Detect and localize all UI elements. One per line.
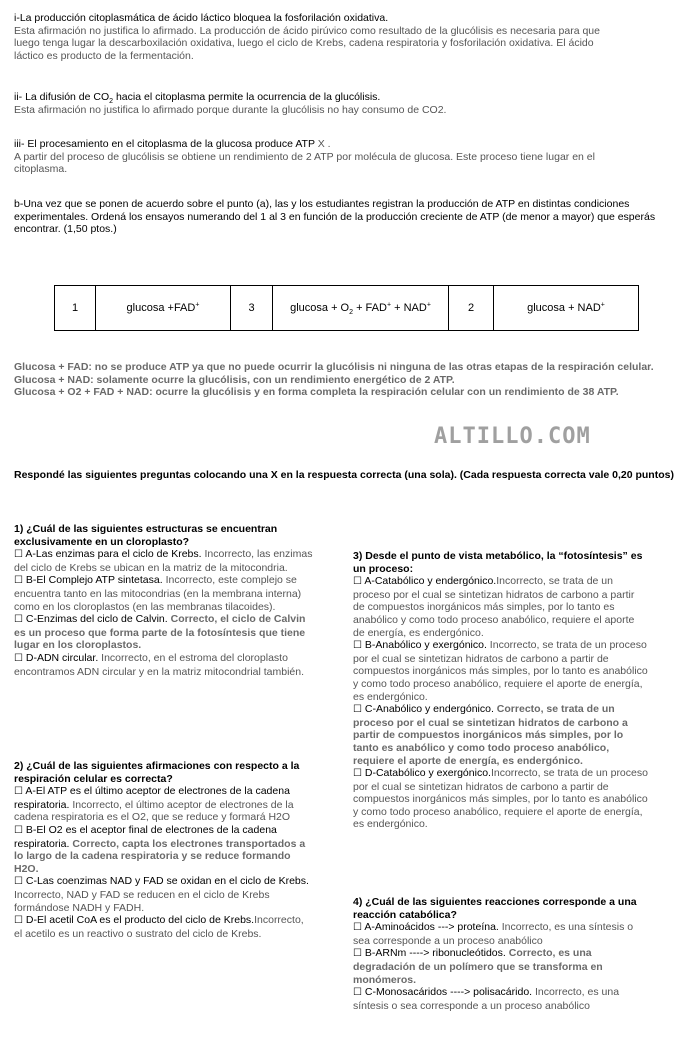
checkbox-icon[interactable]: ☐	[353, 640, 362, 652]
checkbox-icon[interactable]: ☐	[14, 824, 23, 836]
part-a-iii	[14, 138, 624, 176]
checkbox-icon[interactable]: ☐	[14, 786, 23, 798]
option-2a[interactable]: ☐ A-El ATP es el último aceptor de electrones de la cadena respiratoria. Incorrecto, el último aceptor de electrones de la cadena respiratoria es el O2, que se reduce y formará H2O	[14, 785, 294, 824]
part-a-ii	[14, 91, 614, 116]
item-iii-mark: X .	[317, 138, 331, 150]
item-i-question: i-La producción citoplasmática de ácido láctico bloquea la fosforilación oxidativa.	[14, 12, 389, 24]
part-b	[14, 198, 694, 236]
option-1a[interactable]: ☐ A-Las enzimas para el ciclo de Krebs. Incorrecto, las enzimas del ciclo de Krebs se ubican en la matriz de la mitocondria.	[14, 548, 313, 574]
item-iii-answer: A partir del proceso de glucólisis se obtiene un rendimiento de 2 ATP por molécula de glucosa. Este proceso tiene lugar en el citoplasma.	[14, 150, 595, 176]
checkbox-icon[interactable]: ☐	[14, 575, 23, 587]
option-3d[interactable]: ☐ D-Catabólico y exergónico.Incorrecto, se trata de un proceso por el cual se sintetizan hidratos de carbono a partir de compuestos inorgánicos más simples, por lo tanto es anabólico y como todo proceso anabólico, requiere el aporte de energía, es endergónico.	[353, 767, 648, 831]
checkbox-icon[interactable]: ☐	[353, 768, 362, 780]
option-1d[interactable]: ☐ D-ADN circular. Incorrecto, en el estroma del cloroplasto encontramos ADN circular y en la matriz mitocondrial también.	[14, 651, 305, 678]
question-2	[14, 760, 314, 940]
checkbox-icon[interactable]: ☐	[353, 576, 362, 588]
explanation-line: Glucosa + O2 + FAD + NAD: ocurre la glucólisis y en forma completa la respiración celular con un rendimiento de 38 ATP.	[14, 386, 619, 399]
item-ii-answer: Esta afirmación no justifica lo afirmado porque durante la glucólisis no hay consumo de CO2.	[14, 103, 447, 116]
option-1c[interactable]: ☐ C-Enzimas del ciclo de Calvin. Correcto, el ciclo de Calvin es un proceso que forma parte de la fotosíntesis que tiene lugar en los cloroplastos.	[14, 613, 306, 652]
option-2c[interactable]: ☐ C-Las coenzimas NAD y FAD se oxidan en el ciclo de Krebs. Incorrecto, NAD y FAD se reducen en el ciclo de Krebs formándose NADH y FADH.	[14, 875, 309, 914]
checkbox-icon[interactable]: ☐	[353, 704, 362, 716]
option-1b[interactable]: ☐ B-El Complejo ATP sintetasa. Incorrecto, este complejo se encuentra tanto en las mitocondrias (en la membrana interna) como en los cloroplastos (en las membranas tilacoides).	[14, 574, 302, 613]
checkbox-icon[interactable]: ☐	[353, 922, 362, 934]
assay-table	[54, 285, 639, 331]
item-iii-question: iii- El procesamiento en el citoplasma de la glucosa produce ATP X .	[14, 138, 331, 150]
explanation-line: Glucosa + NAD: solamente ocurre la glucólisis, con un rendimiento energético de 2 ATP.	[14, 373, 455, 386]
option-4b[interactable]: ☐ B-ARNm ----> ribonucleótidos. Correcto, es una degradación de un polímero que se transforma en monómeros.	[353, 947, 603, 986]
assay-2-number: 3	[231, 286, 273, 331]
assay-2-condition: $glucosa + O_2 + FAD^+ + NAD^+$	[273, 286, 449, 331]
option-4a[interactable]: ☐ A-Aminoácidos ---> proteína. Incorrecto, es una síntesis o sea corresponde a un proceso anabólico	[353, 921, 634, 947]
question-2-title: 2) ¿Cuál de las siguientes afirmaciones con respecto a la respiración celular es correcta?	[14, 760, 300, 785]
assay-1-condition: glucosa +FAD+	[96, 286, 231, 331]
assay-3-condition: glucosa + NAD+	[494, 286, 639, 331]
instructions	[14, 469, 694, 482]
checkbox-icon[interactable]: ☐	[14, 614, 23, 626]
part-b-explanation	[14, 361, 654, 399]
question-4-title: 4) ¿Cuál de las siguientes reacciones corresponde a una reacción catabólica?	[353, 896, 637, 921]
option-2d[interactable]: ☐ D-El acetil CoA es el producto del ciclo de Krebs.Incorrecto, el acetilo es un reactivo o sustrato del ciclo de Krebs.	[14, 914, 304, 940]
question-1-title: 1) ¿Cuál de las siguientes estructuras se encuentran exclusivamente en un cloroplasto?	[14, 523, 278, 548]
part-b-text: b-Una vez que se ponen de acuerdo sobre el punto (a), las y los estudiantes registran la producción de ATP en distintas condiciones experimentales. Ordená los ensayos numerando del 1 al 3 en función de la producción creciente de ATP (de menor a mayor) que esperás encontrar. (1,50 ptos.)	[14, 198, 656, 236]
question-3	[353, 550, 648, 831]
question-4	[353, 896, 648, 1012]
option-4c[interactable]: ☐ C-Monosacáridos ----> polisacárido. Incorrecto, es una síntesis o sea corresponde a un proceso anabólico	[353, 986, 620, 1012]
part-a-i	[14, 12, 614, 62]
assay-3-number: 2	[449, 286, 494, 331]
option-3c[interactable]: ☐ C-Anabólico y endergónico. Correcto, se trata de un proceso por el cual se sintetizan hidratos de carbono a partir de compuestos inorgánicos más simples, por lo tanto es anabólico y como todo proceso anabólico, requiere el aporte de energía, es endergónico.	[353, 703, 628, 767]
item-i-answer: Esta afirmación no justifica lo afirmado. La producción de ácido pirúvico como resultado de la glucólisis es necesaria para que luego tenga lugar la descarboxilación oxidativa, luego el ciclo de Krebs, cadena respiratoria y fosforilación oxidativa. El ácido láctico es producto de la fermentación.	[14, 24, 600, 62]
checkbox-icon[interactable]: ☐	[14, 915, 23, 927]
checkbox-icon[interactable]: ☐	[353, 948, 362, 960]
item-ii-question: ii- La difusión de $CO_2$ hacia el citoplasma permite la ocurrencia de la glucólisis.	[14, 91, 381, 106]
option-3b[interactable]: ☐ B-Anabólico y exergónico. Incorrecto, se trata de un proceso por el cual se sintetizan hidratos de carbono a partir de compuestos inorgánicos más simples, por lo tanto es anabólico y como todo proceso anabólico, requiere el aporte de energía, es endergónico.	[353, 639, 648, 703]
explanation-line: Glucosa + FAD: no se produce ATP ya que no puede ocurrir la glucólisis ni ninguna de las otras etapas de la respiración celular.	[14, 361, 654, 373]
option-2b[interactable]: ☐ B-El O2 es el aceptor final de electrones de la cadena respiratoria. Correcto, capta los electrones transportados a lo largo de la cadena respiratoria y se reduce formando H2O.	[14, 823, 306, 875]
checkbox-icon[interactable]: ☐	[14, 652, 23, 664]
checkbox-icon[interactable]: ☐	[14, 876, 23, 888]
question-3-title: 3) Desde el punto de vista metabólico, la “fotosíntesis” es un proceso:	[353, 550, 643, 575]
watermark: ALTILLO.COM	[434, 424, 591, 449]
checkbox-icon[interactable]: ☐	[14, 549, 23, 561]
assay-1-number: 1	[55, 286, 96, 331]
instructions-text: Respondé las siguientes preguntas colocando una X en la respuesta correcta (una sola). (Cada respuesta correcta vale 0,20 puntos)	[14, 469, 674, 481]
question-1	[14, 523, 314, 678]
checkbox-icon[interactable]: ☐	[353, 987, 362, 999]
option-3a[interactable]: ☐ A-Catabólico y endergónico.Incorrecto, se trata de un proceso por el cual se sintetizan hidratos de carbono a partir de compuestos inorgánicos más simples, por lo tanto es anabólico y como todo proceso anabólico, requiere el aporte de energía, es endergónico.	[353, 575, 635, 639]
